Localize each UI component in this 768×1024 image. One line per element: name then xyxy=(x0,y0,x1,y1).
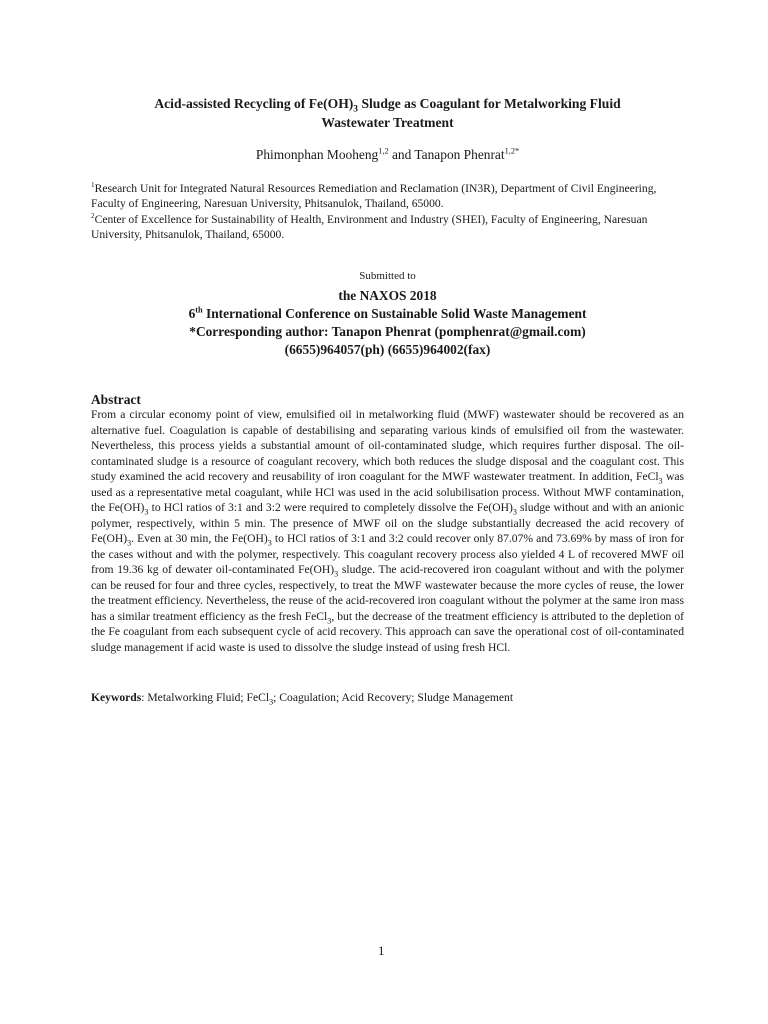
author-1-affil: 1,2 xyxy=(378,146,389,156)
abstract-subscript: 3 xyxy=(658,476,663,486)
corresponding-author: *Corresponding author: Tanapon Phenrat (pomphenrat@gmail.com) xyxy=(189,324,586,339)
abstract-subscript: 3 xyxy=(334,569,339,579)
affiliation-1-mark: 1 xyxy=(91,181,95,190)
paper-title xyxy=(91,94,684,132)
keywords-sub: 3 xyxy=(269,697,274,707)
keywords-label: Keywords xyxy=(91,691,142,704)
abstract-segment: sludge without and with an anionic polymer, respectively, within 5 min. The presence of MWF oil on the sludge substantially decreased the acid recovery of Fe(OH) xyxy=(91,501,684,545)
keywords-line xyxy=(91,691,684,707)
author-2: Tanapon Phenrat xyxy=(414,147,505,162)
venue: the NAXOS 2018 xyxy=(338,288,437,303)
title-line1-sub: 3 xyxy=(353,104,359,115)
conference-name xyxy=(91,305,684,323)
conference-rest: International Conference on Sustainable Solid Waste Management xyxy=(202,306,587,321)
abstract-subscript: 3 xyxy=(267,538,272,548)
abstract-subscript: 3 xyxy=(127,538,132,548)
author-list xyxy=(91,147,684,163)
conference-sup: th xyxy=(195,305,203,315)
affiliation-2-text: Center of Excellence for Sustainability of Health, Environment and Industry (SHEI), Faculty of Engineering, Naresuan University, Phitsanulok, Thailand, 65000. xyxy=(91,212,648,242)
contact-numbers: (6655)964057(ph) (6655)964002(fax) xyxy=(284,342,491,357)
title-line1-b: Sludge as Coagulant for Metalworking Fluid xyxy=(358,96,621,111)
affiliation-2-mark: 2 xyxy=(91,211,95,220)
title-line2: Wastewater Treatment xyxy=(321,115,454,130)
abstract-segment: to HCl ratios of 3:1 and 3:2 were required to completely dissolve the Fe(OH) xyxy=(148,501,513,514)
affiliation-1-text: Research Unit for Integrated Natural Resources Remediation and Reclamation (IN3R), Department of Civil Engineering, Faculty of Engineering, Naresuan University, Phitsanulok, Thailand, 65000. xyxy=(91,182,657,211)
abstract-segment: sludge. The acid-recovered iron coagulant without and with the polymer can be reused for four and three cycles, respectively, to treat the MWF wastewater because the more cycles of reuse, the lower the treatment efficiency. Nevertheless, the reuse of the acid-recovered iron coagulant without the polymer at the same iron mass has a similar treatment efficiency as the fresh FeCl xyxy=(91,563,685,623)
abstract-segment: to HCl ratios of 3:1 and 3:2 could recover only 87.07% and 73.69% by mass of iron for the cases without and with the polymer, respectively. This coagulant recovery process also yielded 4 L of recovered MWF oil from 19.36 kg of dewater oil-contaminated Fe(OH) xyxy=(91,532,684,576)
keywords-text-a: : Metalworking Fluid; FeCl xyxy=(141,691,270,704)
title-line1-a: Acid-assisted Recycling of Fe(OH) xyxy=(154,96,354,111)
keywords-text-b: ; Coagulation; Acid Recovery; Sludge Management xyxy=(273,691,514,704)
author-1: Phimonphan Mooheng xyxy=(255,147,379,162)
conference-block xyxy=(91,287,684,359)
abstract-segment: From a circular economy point of view, emulsified oil in metalworking fluid (MWF) wastewater should be recovered as an alternative fuel. Coagulation is capable of destabilising and separating various kinds of emulsified oil from the wastewater. Nevertheless, this process yields a substantial amount of oil-contaminated sludge, which requires further disposal. The oil-contaminated sludge is a resource of coagulant recovery, which both reduces the sludge disposal and the coagulant cost. This study examined the acid recovery and reusability of iron coagulant for the MWF wastewater treatment. In addition, FeCl xyxy=(91,408,684,483)
abstract-segment: . Even at 30 min, the Fe(OH) xyxy=(131,532,268,545)
abstract-segment: , but the decrease of the treatment efficiency is attributed to the depletion of the Fe coagulant from each subsequent cycle of acid recovery. This approach can save the operational cost of oil-contaminated sludge management if acid waste is used to dissolve the sludge instead of using fresh HCl. xyxy=(91,609,684,654)
abstract-body xyxy=(91,407,684,655)
affiliations xyxy=(91,181,684,243)
affiliation-1 xyxy=(91,181,684,212)
abstract-subscript: 3 xyxy=(512,507,517,517)
abstract-subscript: 3 xyxy=(327,615,332,625)
page-number: 1 xyxy=(378,943,385,958)
abstract-heading: Abstract xyxy=(91,392,141,407)
affiliation-2 xyxy=(91,212,684,243)
abstract-text xyxy=(91,407,684,655)
conference-num: 6 xyxy=(188,306,196,321)
author-and: and xyxy=(388,147,415,162)
abstract-segment: was used as a representative metal coagulant, while HCl was used in the acid solubilisation process. Without MWF contamination, the Fe(OH) xyxy=(91,470,684,514)
author-2-affil: 1,2* xyxy=(504,146,520,156)
submitted-to: Submitted to xyxy=(359,270,416,282)
abstract-subscript: 3 xyxy=(144,507,149,517)
